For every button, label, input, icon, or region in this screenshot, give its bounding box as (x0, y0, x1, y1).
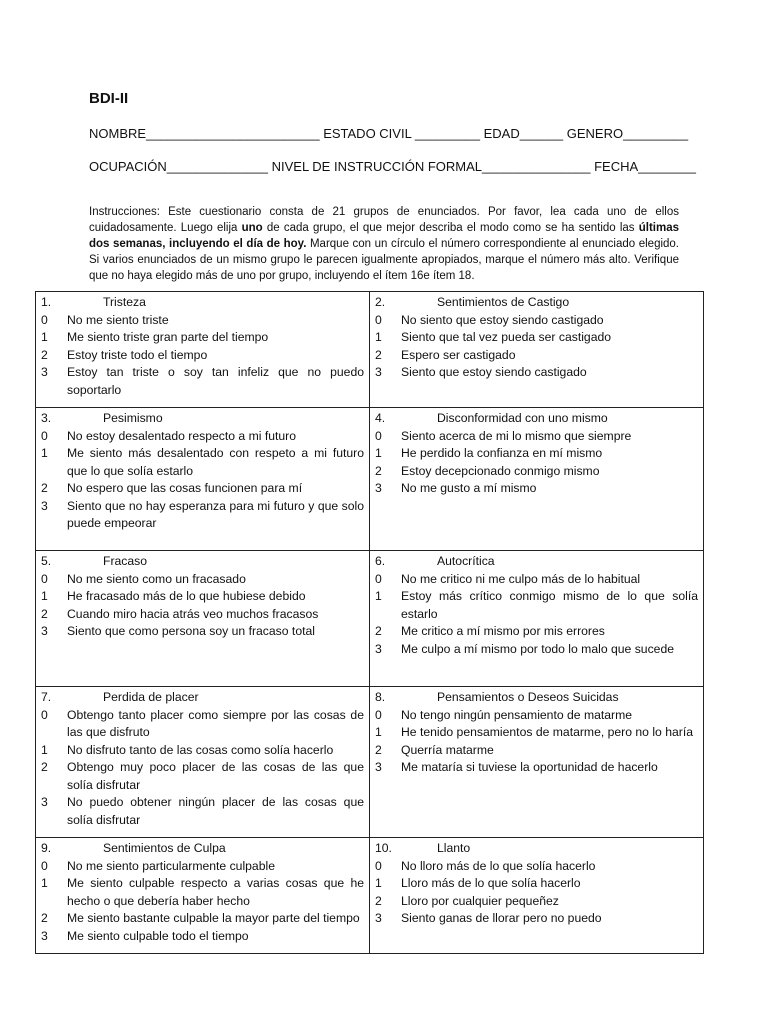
option-number[interactable]: 1 (41, 876, 48, 890)
option-text: No espero que las cosas funcionen para mí (67, 481, 303, 495)
option-number[interactable]: 3 (375, 641, 382, 656)
question-group (36, 551, 370, 687)
group-header (375, 410, 698, 428)
option-text: Obtengo muy poco placer de las cosas de las que solía disfrutar (67, 760, 364, 792)
option-text: Estoy más crítico conmigo mismo de lo que solía estarlo (401, 589, 698, 621)
option-number[interactable]: 2 (41, 760, 48, 774)
group-number: 10. (375, 841, 392, 855)
answer-option[interactable] (41, 875, 364, 910)
answer-option[interactable] (41, 364, 364, 399)
answer-option[interactable] (41, 928, 364, 946)
option-number[interactable]: 1 (375, 330, 382, 344)
option-number[interactable]: 3 (41, 795, 48, 809)
answer-option[interactable] (375, 759, 698, 777)
option-number[interactable]: 3 (41, 498, 48, 513)
option-number[interactable]: 0 (375, 312, 382, 327)
option-text: He perdido la confianza en mí mismo (401, 446, 603, 460)
option-number[interactable]: 1 (41, 330, 48, 344)
answer-option[interactable] (375, 893, 698, 911)
option-number[interactable]: 0 (41, 312, 48, 327)
answer-option[interactable] (375, 742, 698, 760)
instructions-emphasis: últimas dos semanas, incluyendo el día de hoy. (89, 222, 680, 250)
option-text: Siento acerca de mi lo mismo que siempre (401, 428, 632, 443)
group-number: 9. (41, 841, 52, 855)
option-number[interactable]: 2 (375, 624, 382, 638)
group-number: 7. (41, 690, 52, 704)
group-title: Perdida de placer (103, 690, 199, 704)
answer-option[interactable] (41, 445, 364, 480)
answer-option[interactable] (375, 588, 698, 623)
option-number[interactable]: 0 (375, 707, 382, 722)
option-text: Me siento culpable todo el tiempo (67, 928, 249, 943)
instructions-paragraph (89, 204, 679, 284)
answer-option[interactable] (41, 742, 364, 760)
option-number[interactable]: 3 (375, 481, 382, 495)
group-number: 3. (41, 411, 52, 425)
group-title: Fracaso (103, 554, 148, 568)
option-text: Siento ganas de llorar pero no puedo (401, 911, 602, 925)
answer-option[interactable] (375, 445, 698, 463)
group-title: Disconformidad con uno mismo (437, 411, 608, 425)
group-header (41, 294, 364, 312)
group-header (375, 294, 698, 312)
option-number[interactable]: 2 (41, 911, 48, 925)
option-text: Estoy decepcionado conmigo mismo (401, 463, 600, 478)
option-text: No disfruto tanto de las cosas como solía hacerlo (67, 742, 334, 757)
option-number[interactable]: 0 (41, 707, 48, 722)
option-number[interactable]: 1 (375, 876, 382, 890)
option-text: Me siento culpable respecto a varias cosas que he hecho o que debería haber hecho (67, 876, 364, 908)
option-text: No puedo obtener ningún placer de las cosas que solía disfrutar (67, 795, 364, 827)
option-number[interactable]: 3 (41, 928, 48, 943)
form-title: BDI-II (89, 90, 129, 107)
answer-option[interactable] (375, 329, 698, 347)
group-header (375, 689, 698, 707)
group-header (375, 553, 698, 571)
instructions-text: Instrucciones: Este cuestionario consta de 21 grupos de enunciados. Por favor, lea cada uno de ellos cuidadosamente. Luego elija (89, 206, 679, 234)
option-text: He fracasado más de lo que hubiese debido (67, 589, 306, 603)
group-header (41, 553, 364, 571)
option-text: No me critico ni me culpo más de lo habitual (401, 571, 641, 586)
option-text: Lloro por cualquier pequeñez (401, 893, 559, 908)
option-text: Me culpo a mí mismo por todo lo malo que sucede (401, 641, 674, 656)
answer-option[interactable] (41, 707, 364, 742)
option-text: Siento que como persona soy un fracaso total (67, 624, 315, 638)
question-group (370, 292, 704, 408)
option-text: He tenido pensamientos de matarme, pero no lo haría (401, 725, 693, 739)
group-header (41, 410, 364, 428)
answer-option[interactable] (375, 428, 698, 446)
instructions-text: de cada grupo, el que mejor describa el modo como se ha sentido las (262, 222, 639, 234)
option-number[interactable]: 2 (41, 347, 48, 362)
question-group (370, 551, 704, 687)
option-number[interactable]: 1 (375, 446, 382, 460)
answer-option[interactable] (41, 347, 364, 365)
group-number: 1. (41, 295, 52, 309)
table-row (36, 292, 704, 408)
option-text: No me siento triste (67, 312, 169, 327)
group-title: Llanto (437, 841, 471, 855)
option-text: No me siento como un fracasado (67, 571, 246, 586)
option-number[interactable]: 0 (41, 571, 48, 586)
option-text: Querría matarme (401, 742, 494, 757)
group-title: Autocrítica (437, 554, 495, 568)
option-text: Obtengo tanto placer como siempre por las cosas de las que disfruto (67, 707, 364, 739)
instructions-emphasis: uno (241, 222, 263, 234)
answer-option[interactable] (41, 910, 364, 928)
answer-option[interactable] (41, 571, 364, 589)
group-number: 2. (375, 295, 386, 309)
option-text: Cuando miro hacia atrás veo muchos fracasos (67, 606, 319, 621)
option-number[interactable]: 3 (375, 911, 382, 925)
answer-option[interactable] (41, 329, 364, 347)
option-number[interactable]: 2 (41, 481, 48, 495)
option-number[interactable]: 3 (41, 365, 48, 379)
group-number: 8. (375, 690, 386, 704)
table-row (36, 687, 704, 838)
option-number[interactable]: 0 (375, 858, 382, 873)
answer-option[interactable] (41, 588, 364, 606)
option-text: Me siento bastante culpable la mayor parte del tiempo (67, 911, 360, 925)
option-number[interactable]: 3 (41, 624, 48, 638)
questionnaire-table (35, 291, 704, 954)
option-text: Siento que no hay esperanza para mi futuro y que solo puede empeorar (67, 498, 364, 530)
answer-option[interactable] (41, 759, 364, 794)
answer-option[interactable] (375, 312, 698, 330)
answer-option[interactable] (41, 794, 364, 829)
answer-option[interactable] (375, 623, 698, 641)
option-text: No me siento particularmente culpable (67, 858, 275, 873)
answer-option[interactable] (41, 428, 364, 446)
answer-option[interactable] (375, 347, 698, 365)
option-number[interactable]: 3 (375, 760, 382, 774)
option-text: No lloro más de lo que solía hacerlo (401, 858, 596, 873)
option-number[interactable]: 2 (375, 742, 382, 757)
group-title: Sentimientos de Culpa (103, 841, 226, 855)
answer-option[interactable] (375, 641, 698, 659)
option-number[interactable]: 0 (375, 571, 382, 586)
option-text: Espero ser castigado (401, 347, 516, 362)
option-text: Me mataría si tuviese la oportunidad de hacerlo (401, 760, 658, 774)
question-group (36, 838, 370, 954)
option-text: Siento que tal vez pueda ser castigado (401, 330, 612, 344)
group-header (41, 840, 364, 858)
group-title: Pensamientos o Deseos Suicidas (437, 690, 619, 704)
option-number[interactable]: 3 (375, 365, 382, 379)
table-row (36, 551, 704, 687)
group-header (41, 689, 364, 707)
table-row (36, 838, 704, 954)
option-number[interactable]: 2 (375, 463, 382, 478)
option-number[interactable]: 2 (375, 893, 382, 908)
option-number[interactable]: 0 (41, 428, 48, 443)
group-number: 6. (375, 554, 386, 568)
question-group (370, 408, 704, 551)
group-title: Tristeza (103, 295, 146, 309)
option-number[interactable]: 1 (41, 589, 48, 603)
answer-option[interactable] (41, 498, 364, 533)
answer-option[interactable] (375, 480, 698, 498)
group-number: 4. (375, 411, 386, 425)
answer-option[interactable] (41, 858, 364, 876)
answer-option[interactable] (375, 910, 698, 928)
option-number[interactable]: 1 (41, 742, 48, 757)
option-text: Estoy triste todo el tiempo (67, 347, 208, 362)
question-group (370, 687, 704, 838)
answer-option[interactable] (375, 364, 698, 382)
option-text: Siento que estoy siendo castigado (401, 365, 587, 379)
answer-option[interactable] (375, 875, 698, 893)
answer-option[interactable] (41, 623, 364, 641)
answer-option[interactable] (375, 707, 698, 725)
option-number[interactable]: 2 (41, 606, 48, 621)
question-group (370, 838, 704, 954)
group-header (375, 840, 698, 858)
personal-info-line: NOMBRE________________________ ESTADO CIVIL _________ EDAD______ GENERO_________ (89, 126, 689, 141)
occupation-info-line: OCUPACIÓN______________ NIVEL DE INSTRUCCIÓN FORMAL_______________ FECHA________ (89, 159, 696, 174)
table-row (36, 408, 704, 551)
option-number[interactable]: 0 (375, 428, 382, 443)
option-number[interactable]: 1 (375, 725, 382, 739)
question-group (36, 292, 370, 408)
option-text: No siento que estoy siendo castigado (401, 312, 604, 327)
option-text: Me critico a mí mismo por mis errores (401, 624, 605, 638)
option-text: Me siento triste gran parte del tiempo (67, 330, 269, 344)
option-text: Lloro más de lo que solía hacerlo (401, 876, 581, 890)
option-text: No tengo ningún pensamiento de matarme (401, 707, 633, 722)
answer-option[interactable] (375, 571, 698, 589)
option-number[interactable]: 1 (375, 589, 382, 603)
question-group (36, 687, 370, 838)
group-title: Sentimientos de Castigo (437, 295, 570, 309)
question-group (36, 408, 370, 551)
answer-option[interactable] (375, 724, 698, 742)
option-number[interactable]: 0 (41, 858, 48, 873)
answer-option[interactable] (375, 858, 698, 876)
answer-option[interactable] (41, 312, 364, 330)
option-text: No me gusto a mí mismo (401, 481, 537, 495)
group-title: Pesimismo (103, 411, 163, 425)
option-text: No estoy desalentado respecto a mi futuro (67, 428, 296, 443)
option-text: Me siento más desalentado con respeto a mi futuro que lo que solía estarlo (67, 446, 364, 478)
answer-option[interactable] (41, 480, 364, 498)
instructions-text: Marque con un círculo el número correspondiente al enunciado elegido. Si varios enunciados de un mismo grupo le parecen igualmente apropiados, marque el número más alto. Verifique que no haya elegido más de uno por grupo, incluyendo el ítem 16e ítem 18. (89, 238, 680, 282)
option-number[interactable]: 1 (41, 446, 48, 460)
answer-option[interactable] (375, 463, 698, 481)
option-number[interactable]: 2 (375, 347, 382, 362)
answer-option[interactable] (41, 606, 364, 624)
option-text: Estoy tan triste o soy tan infeliz que no puedo soportarlo (67, 365, 364, 397)
group-number: 5. (41, 554, 52, 568)
